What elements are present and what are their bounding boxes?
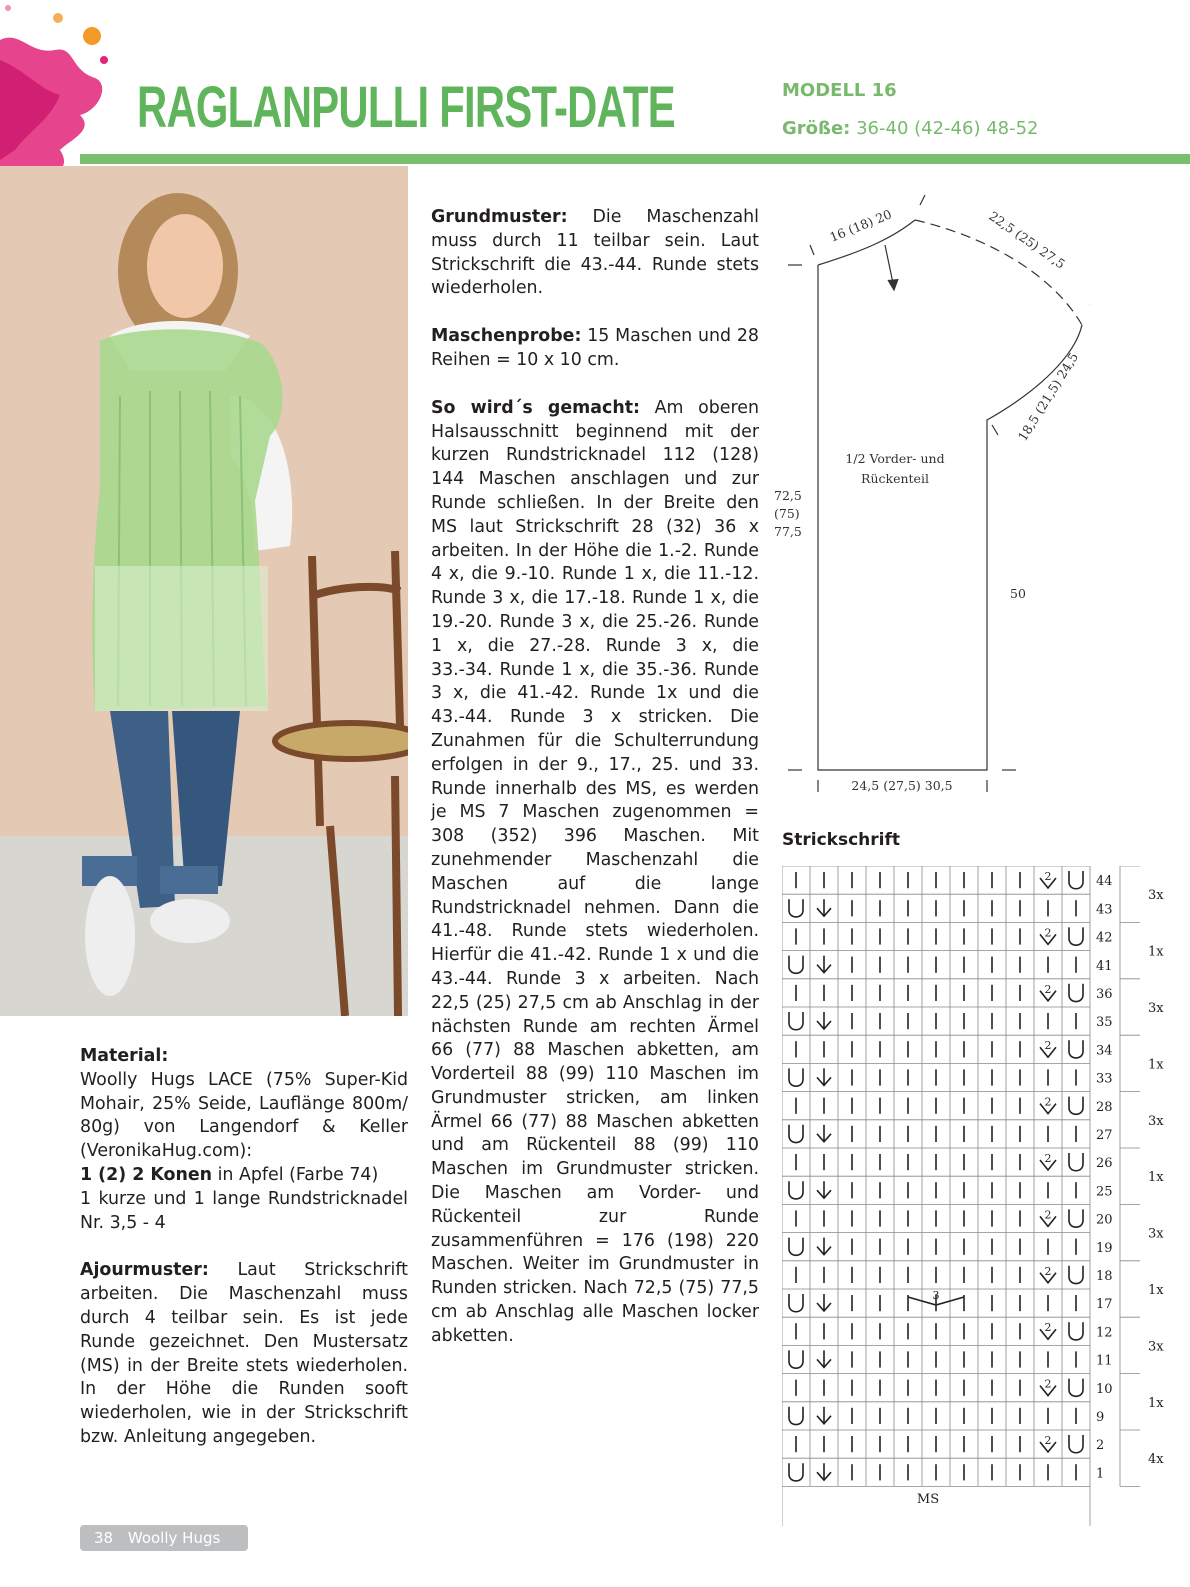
yarn-over-symbol bbox=[789, 1463, 803, 1481]
double-decrease-label: 2 bbox=[1044, 870, 1052, 883]
chart-repeat-labels bbox=[1148, 888, 1164, 1467]
grundmuster-text: Die Maschenzahl muss durch 11 teilbar sein. Laut Strickschrift die 43.-44. Runde stets wiederholen. bbox=[431, 207, 759, 299]
yarn-over-symbol bbox=[789, 1125, 803, 1143]
model-number: MODELL 16 bbox=[782, 80, 897, 101]
title-divider bbox=[80, 154, 1190, 164]
chart-row-number: 33 bbox=[1096, 1071, 1113, 1087]
neck-measure: 16 (18) 20 bbox=[827, 206, 894, 245]
chart-row-number: 9 bbox=[1096, 1409, 1105, 1425]
material-heading: Material: bbox=[80, 1046, 169, 1066]
length-measure-2: (75) bbox=[774, 506, 800, 521]
double-decrease-label: 2 bbox=[1044, 1095, 1052, 1109]
yarn-over-symbol bbox=[789, 1407, 803, 1425]
material-color: in Apfel (Farbe 74) bbox=[212, 1164, 379, 1185]
chart-row-number: 20 bbox=[1096, 1212, 1113, 1228]
chart-ms-label: MS bbox=[916, 1492, 940, 1507]
material-column bbox=[80, 1045, 408, 1474]
material-needles: 1 kurze und 1 lange Rundstricknadel Nr. 3,5 - 4 bbox=[80, 1188, 408, 1233]
double-decrease-label: 2 bbox=[1044, 1208, 1052, 1222]
chart-repeat-count: 4x bbox=[1148, 1452, 1164, 1468]
yarn-over-symbol bbox=[789, 1181, 803, 1199]
double-decrease-label: 2 bbox=[1044, 1152, 1052, 1165]
chart-row-number: 2 bbox=[1096, 1438, 1105, 1454]
yarn-over-symbol bbox=[789, 1350, 803, 1368]
anleitung-text: Am oberen Halsausschnitt beginnend mit der kurzen Rundstricknadel 112 (128) 144 Maschen anschlagen und zur Runde schließen. In der Breite den MS laut Strickschrift 28 (32) 36 x arbeiten. In der Höhe die 1.-2. Runde 4 x, die 9.-10. Runde 1 x, die 11.-12. Runde 3 x, die 17.-18. Runde 1 x, die 19.-20. Runde 3 x, die 25.-26. Runde 1 x, die 27.-28. Runde 3 x, die 33.-34. Runde 1 x, die 35.-36. Runde 3 x, die 41.-42. Runde 1x und die 43.-44. Runde 3 x stricken. Die Zunahmen für die Schulterrundung erfolgen in der 9., 17., 25. und 33. Runde innerhalb des MS, es werden je MS 7 Maschen zugenommen = 308 (352) 396 Maschen. Mit zunehmender Maschenzahl die Maschen auf die lange Rundstricknadel nehmen. Dann die 41.-48. Runde stets wiederholen. Hierfür die 41.-42. Runde 1 x und die 43.-44. Runde 3 x arbeiten. Nach 22,5 (25) 27,5 cm ab Anschlag in der nächsten Runde am rechten Ärmel 66 (77) 88 Maschen abketten, am Vorderteil 88 (99) 110 Maschen im Grundmuster stricken, am linken Ärmel 66 (77) 88 Maschen abketten und am Rückenteil 88 (99) 110 Maschen im Grundmuster stricken. Die Maschen am Vorder- und Rückenteil zur Runde zusammenführen = 176 (198) 220 Maschen. Weiter im Grundmuster in Runden stricken. Nach 72,5 (75) 77,5 cm ab Anschlag alle Maschen locker abketten. bbox=[431, 397, 759, 1346]
chart-row-number: 42 bbox=[1096, 930, 1113, 946]
chart-row-number: 41 bbox=[1096, 958, 1113, 974]
chart-repeat-count: 3x bbox=[1148, 1226, 1164, 1242]
chart-repeat-count: 3x bbox=[1148, 1113, 1164, 1129]
decrease-symbol bbox=[817, 1350, 831, 1367]
model-photo bbox=[0, 166, 408, 1016]
material-yarn: Woolly Hugs LACE (75% Super-Kid Mohair, 25% Seide, Lauflänge 800m/ 80g) von Langendorf & Keller (VeronikaHug.com): bbox=[80, 1069, 408, 1162]
knitting-chart bbox=[782, 866, 1182, 1526]
armhole-measure: 18,5 (21,5) 24,5 bbox=[1014, 349, 1082, 444]
yarn-over-symbol bbox=[1069, 984, 1083, 1002]
yarn-over-symbol bbox=[1069, 927, 1083, 945]
double-decrease-label: 2 bbox=[1044, 1434, 1052, 1447]
yarn-over-symbol bbox=[1069, 1266, 1083, 1284]
chart-repeat-count: 1x bbox=[1148, 1283, 1164, 1298]
chart-repeat-count: 1x bbox=[1148, 1170, 1164, 1186]
chart-row-number: 28 bbox=[1096, 1099, 1113, 1115]
decrease-symbol bbox=[817, 899, 831, 916]
ajour-heading: Ajourmuster: bbox=[80, 1260, 209, 1281]
double-decrease-label: 2 bbox=[1044, 1039, 1052, 1053]
ajour-section bbox=[80, 1259, 408, 1449]
chart-repeat-count: 1x bbox=[1148, 1395, 1164, 1411]
yarn-over-symbol bbox=[1069, 1379, 1083, 1397]
chart-row-number: 35 bbox=[1096, 1015, 1113, 1031]
yarn-over-symbol bbox=[1069, 1153, 1083, 1171]
decrease-symbol bbox=[817, 1012, 831, 1029]
chart-repeat-count: 3x bbox=[1148, 1339, 1164, 1355]
footer-brand: Woolly Hugs bbox=[127, 1529, 221, 1547]
side-measure: 50 bbox=[1010, 586, 1026, 601]
chart-row-number: 18 bbox=[1096, 1268, 1113, 1284]
instructions-column bbox=[431, 206, 759, 1373]
maschenprobe-text: 15 Maschen und 28 Reihen = 10 x 10 cm. bbox=[431, 326, 759, 370]
decrease-symbol bbox=[817, 1463, 831, 1480]
yarn-over-symbol bbox=[789, 1294, 803, 1312]
chart-grid bbox=[782, 866, 1140, 1526]
decrease-symbol bbox=[817, 1181, 831, 1198]
chart-row-number: 44 bbox=[1096, 874, 1113, 890]
double-decrease-label: 2 bbox=[1044, 1321, 1052, 1335]
yarn-over-symbol bbox=[789, 956, 803, 974]
chart-row-number: 1 bbox=[1096, 1466, 1105, 1482]
decrease-symbol bbox=[817, 1125, 831, 1142]
length-measure-3: 77,5 bbox=[774, 524, 802, 539]
double-decrease-label: 2 bbox=[1044, 1264, 1052, 1278]
length-measure-1: 72,5 bbox=[774, 488, 802, 503]
chart-row-number: 34 bbox=[1096, 1043, 1113, 1059]
chart-row-number: 17 bbox=[1096, 1297, 1113, 1313]
shoulder-measure: 22,5 (25) 27,5 bbox=[986, 208, 1069, 272]
chart-repeat-count: 1x bbox=[1148, 944, 1164, 960]
chart-row-number: 19 bbox=[1096, 1240, 1113, 1256]
schematic-label-1: 1/2 Vorder- und bbox=[845, 451, 945, 466]
chart-row-number: 36 bbox=[1096, 986, 1113, 1002]
page-title: RAGLANPULLI FIRST-DATE bbox=[137, 75, 675, 140]
chart-row-labels bbox=[1096, 874, 1113, 1481]
material-section bbox=[80, 1045, 408, 1235]
yarn-over-symbol bbox=[1069, 1097, 1083, 1115]
triple-decrease-label: 3 bbox=[932, 1289, 940, 1302]
double-decrease-label: 2 bbox=[1044, 982, 1052, 996]
chart-row-number: 10 bbox=[1096, 1381, 1113, 1397]
grundmuster-heading: Grundmuster: bbox=[431, 207, 568, 227]
schematic-label-2: Rückenteil bbox=[861, 471, 929, 486]
garment-schematic bbox=[770, 180, 1090, 800]
anleitung-heading: So wird´s gemacht: bbox=[431, 397, 640, 418]
chart-repeat-count: 3x bbox=[1148, 1001, 1164, 1016]
width-measure: 24,5 (27,5) 30,5 bbox=[851, 778, 953, 793]
schematic-outline bbox=[818, 265, 1082, 770]
material-cones: 1 (2) 2 Konen bbox=[80, 1164, 213, 1185]
chart-row-number: 25 bbox=[1096, 1184, 1113, 1200]
grundmuster-section bbox=[431, 206, 759, 301]
yarn-over-symbol bbox=[789, 1012, 803, 1030]
chart-row-number: 26 bbox=[1096, 1156, 1113, 1172]
page-number: 38 bbox=[94, 1529, 114, 1547]
schematic-raglan bbox=[915, 220, 1082, 325]
double-decrease-label: 2 bbox=[1044, 926, 1052, 940]
page-footer bbox=[80, 1525, 248, 1551]
yarn-over-symbol bbox=[1069, 871, 1083, 889]
maschenprobe-heading: Maschenprobe: bbox=[431, 326, 582, 347]
chart-repeat-count: 3x bbox=[1148, 888, 1164, 904]
size-value: 36-40 (42-46) 48-52 bbox=[856, 118, 1039, 139]
chart-row-number: 27 bbox=[1096, 1127, 1113, 1143]
double-decrease-label: 2 bbox=[1044, 1377, 1052, 1391]
yarn-over-symbol bbox=[1069, 1322, 1083, 1340]
decrease-symbol bbox=[817, 956, 831, 973]
maschenprobe-section bbox=[431, 325, 759, 373]
chart-row-number: 43 bbox=[1096, 902, 1113, 918]
yarn-over-symbol bbox=[789, 899, 803, 917]
yarn-over-symbol bbox=[789, 1068, 803, 1086]
yarn-over-symbol bbox=[1069, 1435, 1083, 1453]
chart-repeat-count: 1x bbox=[1148, 1057, 1164, 1073]
yarn-over-symbol bbox=[1069, 1040, 1083, 1058]
chart-row-number: 11 bbox=[1096, 1353, 1113, 1369]
ajour-text: Laut Strickschrift arbeiten. Die Maschenzahl muss durch 4 teilbar sein. Es ist jede Runde gezeichnet. Den Mustersatz (MS) in der Breite stets wiederholen. In der Höhe die Runden sooft wiederholen, wie in der Strickschrift bzw. Anleitung angegeben. bbox=[80, 1260, 408, 1447]
decrease-symbol bbox=[817, 1238, 831, 1255]
chart-row-number: 12 bbox=[1096, 1325, 1113, 1341]
chart-symbols bbox=[789, 870, 1083, 1481]
yarn-over-symbol bbox=[1069, 1209, 1083, 1227]
size-label: Größe: bbox=[782, 118, 851, 139]
anleitung-section bbox=[431, 397, 759, 1349]
yarn-over-symbol bbox=[789, 1238, 803, 1256]
decrease-symbol bbox=[817, 1294, 831, 1311]
decrease-symbol bbox=[817, 1068, 831, 1085]
size-info bbox=[782, 118, 1039, 139]
chart-heading: Strickschrift bbox=[782, 830, 900, 850]
decrease-symbol bbox=[817, 1407, 831, 1424]
